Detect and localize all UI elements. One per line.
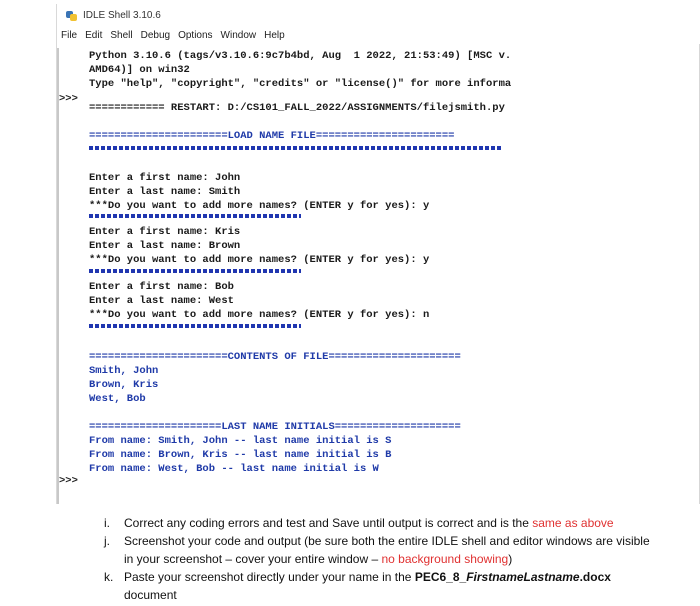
shell-line-section-header: ======================CONTENTS OF FILE===================== xyxy=(89,351,461,363)
shell-line-section-header: =====================LAST NAME INITIALS==================== xyxy=(89,421,461,433)
menu-help[interactable]: Help xyxy=(264,30,285,41)
shell-line-output: ***Do you want to add more names? (ENTER y for yes): y xyxy=(89,254,430,266)
instruction-marker: k. xyxy=(104,570,114,584)
instruction-marker: j. xyxy=(104,534,110,548)
shell-line-banner: Python 3.10.6 (tags/v3.10.6:9c7b4bd, Aug 1 2022, 21:53:49) [MSC v. xyxy=(89,50,512,62)
instruction-item xyxy=(100,568,660,604)
document-name: PEC6_8_ xyxy=(414,570,467,584)
instruction-item xyxy=(100,532,660,568)
separator-line xyxy=(89,214,301,218)
shell-prompt-current: >>> xyxy=(59,475,78,487)
title-bar[interactable] xyxy=(57,4,687,26)
shell-line-output: ***Do you want to add more names? (ENTER y for yes): n xyxy=(89,309,430,321)
shell-line-output: ***Do you want to add more names? (ENTER y for yes): y xyxy=(89,200,430,212)
shell-prompt: >>> xyxy=(59,93,78,105)
shell-sidebar-gutter xyxy=(57,48,59,504)
menu-file[interactable]: File xyxy=(61,30,78,41)
menu-debug[interactable]: Debug xyxy=(140,30,171,41)
instruction-text: ) xyxy=(508,552,513,566)
python-logo-icon xyxy=(66,10,77,21)
instruction-highlight: no background showing xyxy=(381,552,509,566)
instructions-list xyxy=(100,514,660,604)
separator-line xyxy=(89,146,503,150)
shell-line-restart: ============ RESTART: D:/CS101_FALL_2022/ASSIGNMENTS/filejsmith.py xyxy=(89,102,505,114)
shell-line-output: Brown, Kris xyxy=(89,379,159,391)
shell-line-output: Enter a first name: Bob xyxy=(89,281,234,293)
shell-line-section-header: ======================LOAD NAME FILE====================== xyxy=(89,130,455,142)
shell-line-output: Enter a last name: Brown xyxy=(89,240,241,252)
window-title: IDLE Shell 3.10.6 xyxy=(83,9,161,21)
instruction-highlight: same as above xyxy=(532,516,614,530)
idle-shell-window xyxy=(56,4,687,504)
shell-line-output: West, Bob xyxy=(89,393,146,405)
instruction-marker: i. xyxy=(104,516,110,530)
shell-line-banner: Type "help", "copyright", "credits" or "license()" for more informa xyxy=(89,78,512,90)
shell-line-output: Enter a last name: West xyxy=(89,295,234,307)
instruction-text: Screenshot your code and output (be sure both the entire IDLE shell and editor windows are visible in your screenshot – cover your entire window – xyxy=(124,534,650,566)
instruction-text: Paste your screenshot directly under your name in the xyxy=(124,570,415,584)
instruction-item xyxy=(100,514,660,532)
instruction-text: Correct any coding errors and test and Save until output is correct and is the xyxy=(124,516,533,530)
menu-bar xyxy=(57,30,285,48)
menu-shell[interactable]: Shell xyxy=(110,30,133,41)
shell-text-area[interactable] xyxy=(89,48,687,504)
shell-line-banner: AMD64)] on win32 xyxy=(89,64,190,76)
shell-line-output: Enter a first name: Kris xyxy=(89,226,241,238)
document-name-italic: FirstnameLastname xyxy=(466,570,580,584)
menu-edit[interactable]: Edit xyxy=(85,30,103,41)
shell-line-output: Enter a last name: Smith xyxy=(89,186,241,198)
instruction-text: document xyxy=(124,588,177,602)
shell-line-output: Smith, John xyxy=(89,365,159,377)
separator-line xyxy=(89,324,301,328)
shell-line-output: From name: West, Bob -- last name initial is W xyxy=(89,463,379,475)
document-extension: .docx xyxy=(579,570,611,584)
shell-line-output: From name: Brown, Kris -- last name initial is B xyxy=(89,449,392,461)
menu-options[interactable]: Options xyxy=(178,30,213,41)
shell-line-output: Enter a first name: John xyxy=(89,172,241,184)
separator-line xyxy=(89,269,301,273)
shell-line-output: From name: Smith, John -- last name initial is S xyxy=(89,435,392,447)
menu-window[interactable]: Window xyxy=(220,30,257,41)
